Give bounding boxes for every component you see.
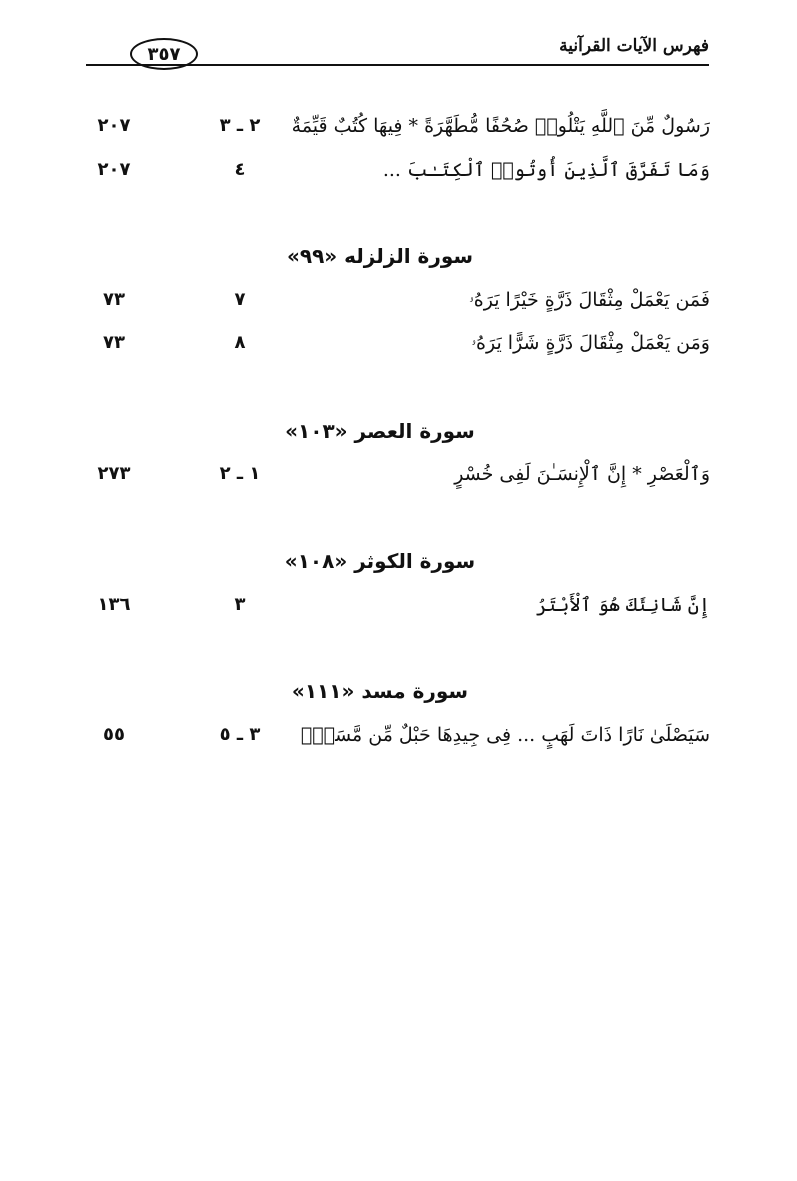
index-title: فهرس الآيات القرآنية [559, 36, 709, 56]
ayah-number: ٢ ـ ٣ [219, 115, 261, 136]
verse-text: إِنَّ شَانِئَكَ هُوَ ٱلْأَبْتَرُ [536, 594, 710, 616]
verse-row [90, 325, 710, 361]
verse-text: وَمَا تَفَرَّقَ ٱلَّذِينَ أُوتُوا۟ ٱلْكِتَـٰبَ ... [382, 159, 710, 181]
page-reference: ٥٥ [103, 724, 125, 745]
verse-row [90, 717, 710, 753]
verse-row [90, 587, 710, 623]
verse-text: سَيَصْلَىٰ نَارًا ذَاتَ لَهَبٍ ... فِى جِيدِهَا حَبْلٌ مِّن مَّسَدٍۭ [300, 724, 710, 746]
verse-row [90, 456, 710, 492]
verse-row [90, 282, 710, 318]
surah-heading: سورة الكوثر «١٠٨» [284, 549, 476, 573]
page-reference: ٧٣ [103, 289, 125, 310]
verse-text: رَسُولٌ مِّنَ ٱللَّهِ يَتْلُوا۟ صُحُفًا مُّطَهَّرَةً * فِيهَا كُتُبٌ قَيِّمَةٌ [291, 115, 710, 137]
surah-heading: سورة مسد «١١١» [291, 679, 469, 703]
page-reference: ٧٣ [103, 332, 125, 353]
page-number-badge: ٣٥٧ [130, 38, 198, 70]
page-reference: ٢٠٧ [97, 159, 131, 180]
ayah-number: ٣ [234, 594, 246, 615]
verse-text: وَٱلْعَصْرِ * إِنَّ ٱلْإِنسَـٰنَ لَفِى خُسْرٍ [454, 463, 710, 485]
verse-row [90, 108, 710, 144]
verse-row [90, 152, 710, 188]
ayah-number: ٣ ـ ٥ [219, 724, 261, 745]
page-reference: ٢٧٣ [97, 463, 131, 484]
page-header [0, 0, 797, 80]
ayah-number: ٧ [234, 289, 246, 310]
page-reference: ٢٠٧ [97, 115, 131, 136]
ayah-number: ١ ـ ٢ [219, 463, 261, 484]
ayah-number: ٤ [234, 159, 246, 180]
page-reference: ١٣٦ [97, 594, 131, 615]
surah-heading: سورة العصر «١٠٣» [285, 419, 475, 443]
header-divider [86, 64, 709, 66]
surah-heading: سورة الزلزله «٩٩» [286, 244, 474, 268]
ayah-number: ٨ [234, 332, 246, 353]
verse-text: وَمَن يَعْمَلْ مِثْقَالَ ذَرَّةٍ شَرًّا يَرَهُۥ [471, 332, 710, 354]
verse-text: فَمَن يَعْمَلْ مِثْقَالَ ذَرَّةٍ خَيْرًا يَرَهُۥ [469, 289, 710, 311]
